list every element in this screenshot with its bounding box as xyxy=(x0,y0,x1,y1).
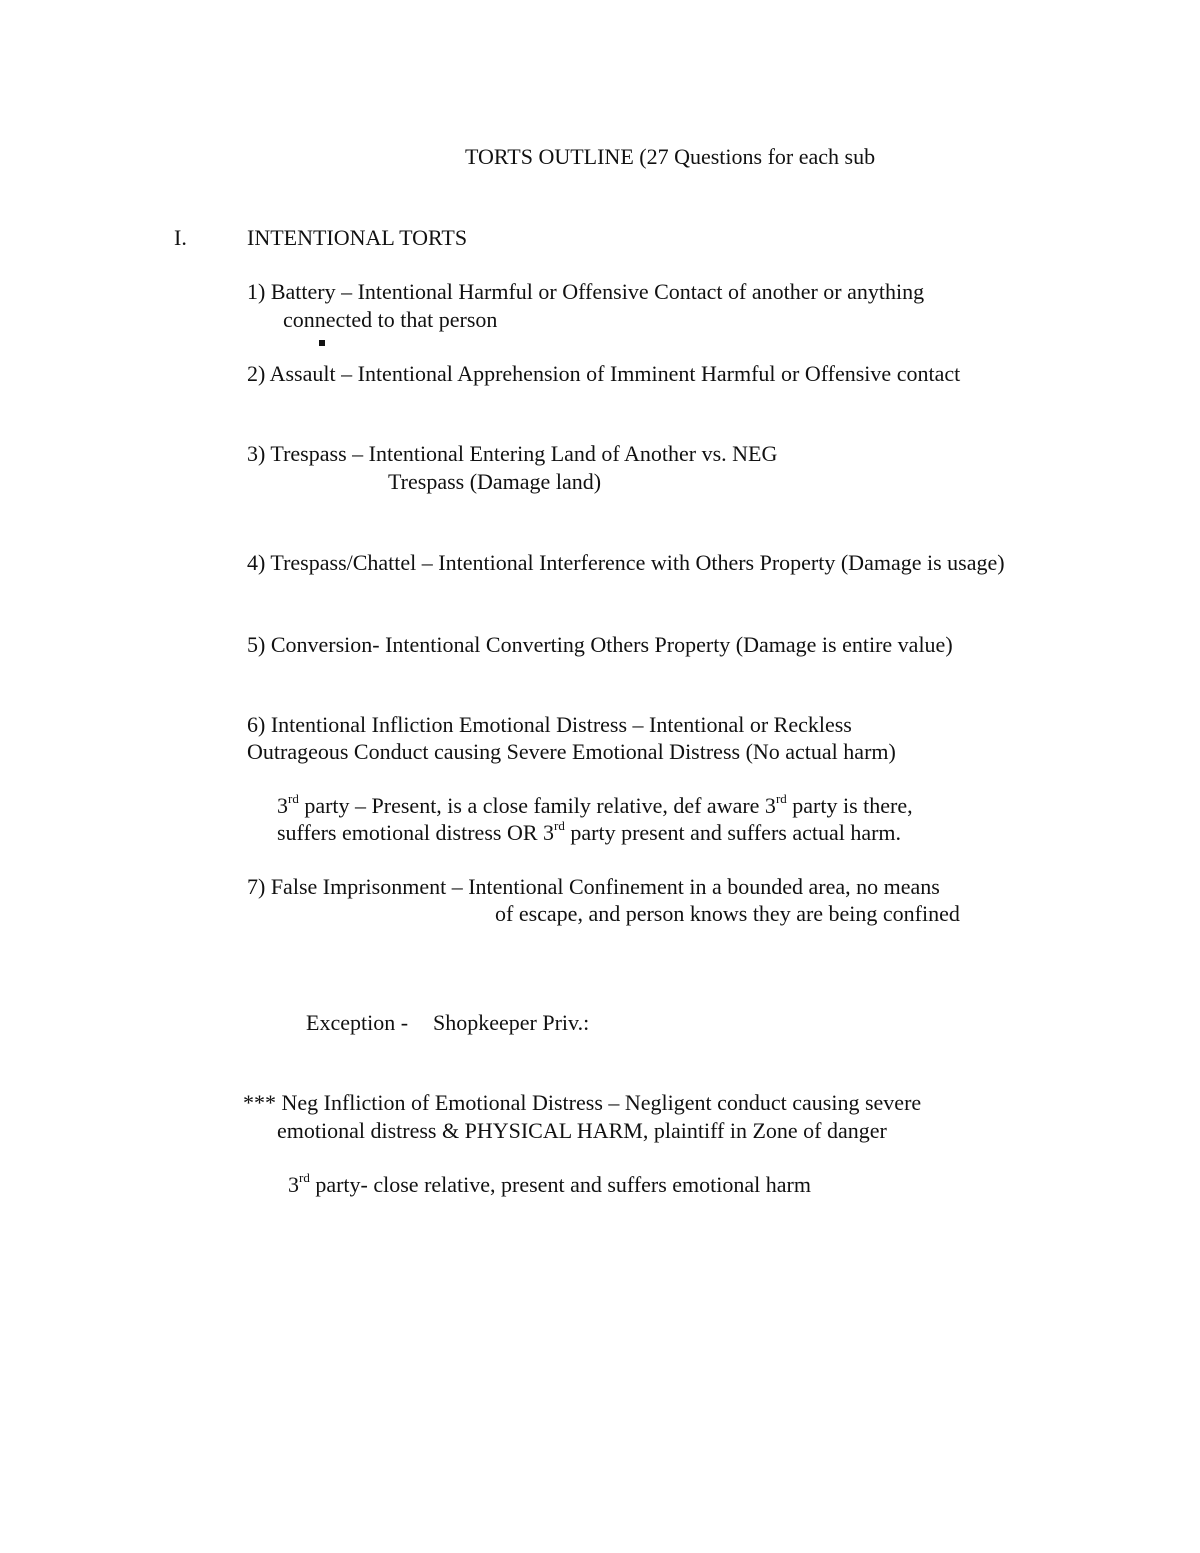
third-party-text: suffers emotional distress OR 3 xyxy=(277,820,555,845)
square-bullet-icon xyxy=(319,340,325,346)
neg-third-party-num: 3 xyxy=(288,1172,299,1197)
neg-third-party-text: party- close relative, present and suffers emotional harm xyxy=(309,1172,811,1197)
exception-value: Shopkeeper Priv.: xyxy=(433,1010,590,1035)
third-party-text: party present and suffers actual harm. xyxy=(564,820,902,845)
neg-infliction-line-1: *** Neg Infliction of Emotional Distress – Negligent conduct causing severe xyxy=(243,1090,922,1115)
third-party-num: 3 xyxy=(277,793,288,818)
iied-line-1: 6) Intentional Infliction Emotional Distress – Intentional or Reckless xyxy=(247,712,852,737)
neg-infliction-line-2: emotional distress & PHYSICAL HARM, plaintiff in Zone of danger xyxy=(277,1118,887,1143)
conversion-line: 5) Conversion- Intentional Converting Others Property (Damage is entire value) xyxy=(247,632,953,657)
third-party-sup: rd xyxy=(288,790,299,806)
false-imprisonment-line-1: 7) False Imprisonment – Intentional Confinement in a bounded area, no means xyxy=(247,874,940,899)
false-imprisonment-line-2: of escape, and person knows they are being confined xyxy=(495,901,960,926)
document-title: TORTS OUTLINE (27 Questions for each sub xyxy=(465,144,876,169)
third-party-text: party is there, xyxy=(786,793,913,818)
section-numeral: I. xyxy=(174,225,187,250)
exception-label: Exception - xyxy=(306,1010,409,1035)
iied-line-2: Outrageous Conduct causing Severe Emotional Distress (No actual harm) xyxy=(247,739,896,764)
third-party-line-1 xyxy=(277,790,913,819)
trespass-line-2: Trespass (Damage land) xyxy=(388,469,602,494)
chattel-line: 4) Trespass/Chattel – Intentional Interference with Others Property (Damage is usage) xyxy=(247,550,1005,575)
neg-third-party-line xyxy=(288,1169,811,1198)
battery-line-2: connected to that person xyxy=(283,307,498,332)
section-heading: INTENTIONAL TORTS xyxy=(247,225,468,250)
third-party-line-2 xyxy=(277,817,902,846)
third-party-sup: rd xyxy=(775,790,787,806)
assault-line: 2) Assault – Intentional Apprehension of Imminent Harmful or Offensive contact xyxy=(247,361,961,386)
third-party-text: party – Present, is a close family relative, def aware 3 xyxy=(298,793,776,818)
neg-third-party-sup: rd xyxy=(299,1169,310,1185)
battery-line-1: 1) Battery – Intentional Harmful or Offensive Contact of another or anything xyxy=(247,279,925,304)
third-party-sup: rd xyxy=(554,817,565,833)
trespass-line-1: 3) Trespass – Intentional Entering Land of Another vs. NEG xyxy=(247,441,778,466)
